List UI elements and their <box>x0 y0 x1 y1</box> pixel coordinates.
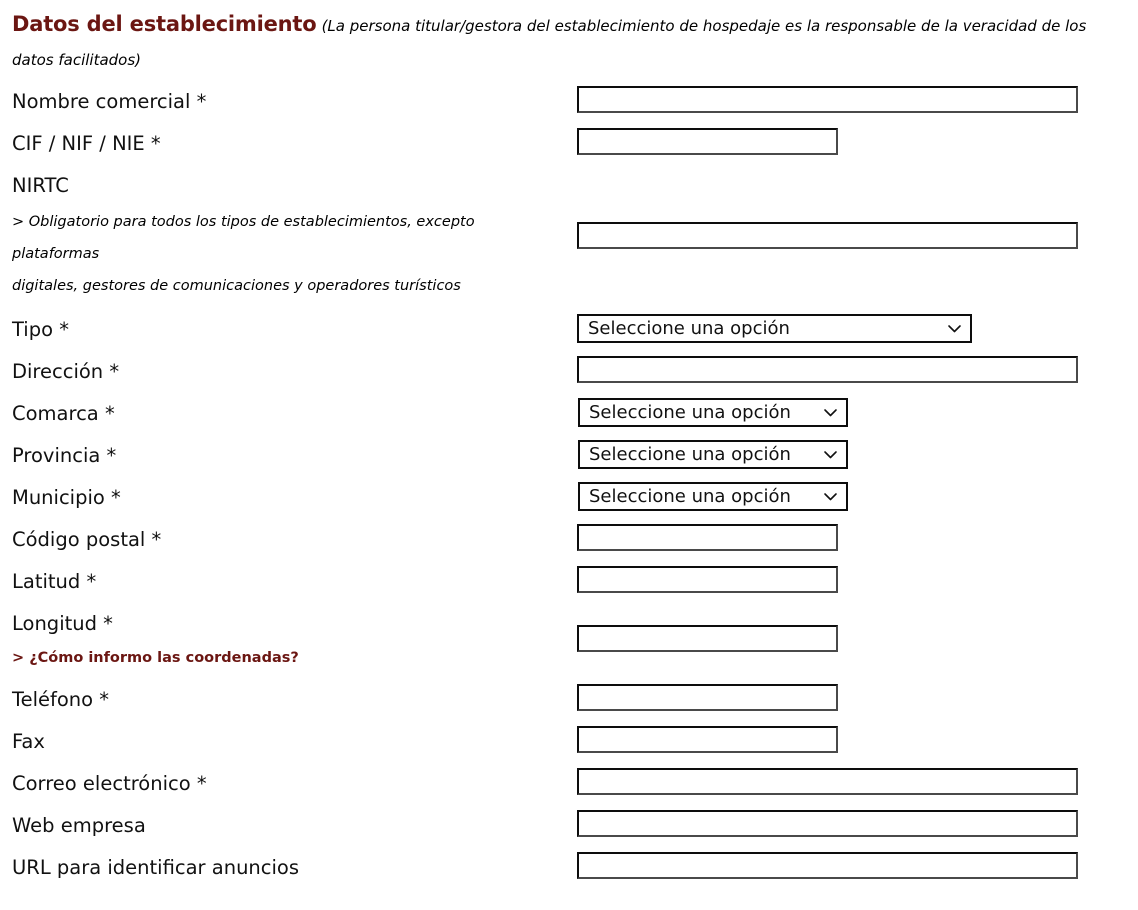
label-latitud: Latitud * <box>12 570 97 593</box>
helper-nirtc-line-2: plataformas <box>12 246 100 262</box>
input-fax[interactable] <box>577 726 838 753</box>
input-direccion[interactable] <box>577 356 1078 383</box>
label-direccion: Dirección * <box>12 360 120 383</box>
select-provincia-value: Seleccione una opción <box>589 443 791 465</box>
label-municipio: Municipio * <box>12 486 121 509</box>
link-como-informo-coordenadas[interactable]: > ¿Cómo informo las coordenadas? <box>12 650 299 666</box>
input-cif-nif-nie[interactable] <box>577 128 838 155</box>
select-comarca[interactable] <box>578 398 848 427</box>
label-tipo: Tipo * <box>12 318 69 341</box>
label-codigo-postal: Código postal * <box>12 528 162 551</box>
input-latitud[interactable] <box>577 566 838 593</box>
input-web-empresa[interactable] <box>577 810 1078 837</box>
select-municipio-value: Seleccione una opción <box>589 485 791 507</box>
input-telefono[interactable] <box>577 684 838 711</box>
select-municipio[interactable] <box>578 482 848 511</box>
input-nombre-comercial[interactable] <box>577 86 1078 113</box>
chevron-down-icon <box>822 488 839 505</box>
label-correo-electronico: Correo electrónico * <box>12 772 207 795</box>
label-comarca: Comarca * <box>12 402 115 425</box>
chevron-down-icon <box>946 320 963 337</box>
select-tipo[interactable] <box>577 314 972 343</box>
label-provincia: Provincia * <box>12 444 117 467</box>
select-comarca-value: Seleccione una opción <box>589 401 791 423</box>
label-url-anuncios: URL para identificar anuncios <box>12 856 300 879</box>
label-cif-nif-nie: CIF / NIF / NIE * <box>12 132 161 155</box>
input-codigo-postal[interactable] <box>577 524 838 551</box>
helper-nirtc-line-3: digitales, gestores de comunicaciones y operadores turísticos <box>12 278 461 294</box>
chevron-down-icon <box>822 404 839 421</box>
form-header <box>12 8 1122 77</box>
page-title: Datos del establecimiento <box>12 12 317 36</box>
input-longitud[interactable] <box>577 625 838 652</box>
label-nirtc: NIRTC <box>12 174 69 197</box>
form-subtitle: (La persona titular/gestora del establecimiento de hospedaje es la responsable de la veracidad de los datos facilitados) <box>12 17 1087 69</box>
label-web-empresa: Web empresa <box>12 814 146 837</box>
helper-nirtc-line-1: > Obligatorio para todos los tipos de establecimientos, excepto <box>12 214 475 230</box>
label-telefono: Teléfono * <box>12 688 110 711</box>
label-fax: Fax <box>12 730 45 753</box>
label-nombre-comercial: Nombre comercial * <box>12 90 207 113</box>
select-tipo-value: Seleccione una opción <box>588 317 790 339</box>
label-longitud: Longitud * <box>12 612 113 635</box>
chevron-down-icon <box>822 446 839 463</box>
input-correo-electronico[interactable] <box>577 768 1078 795</box>
input-nirtc[interactable] <box>577 222 1078 249</box>
select-provincia[interactable] <box>578 440 848 469</box>
input-url-anuncios[interactable] <box>577 852 1078 879</box>
